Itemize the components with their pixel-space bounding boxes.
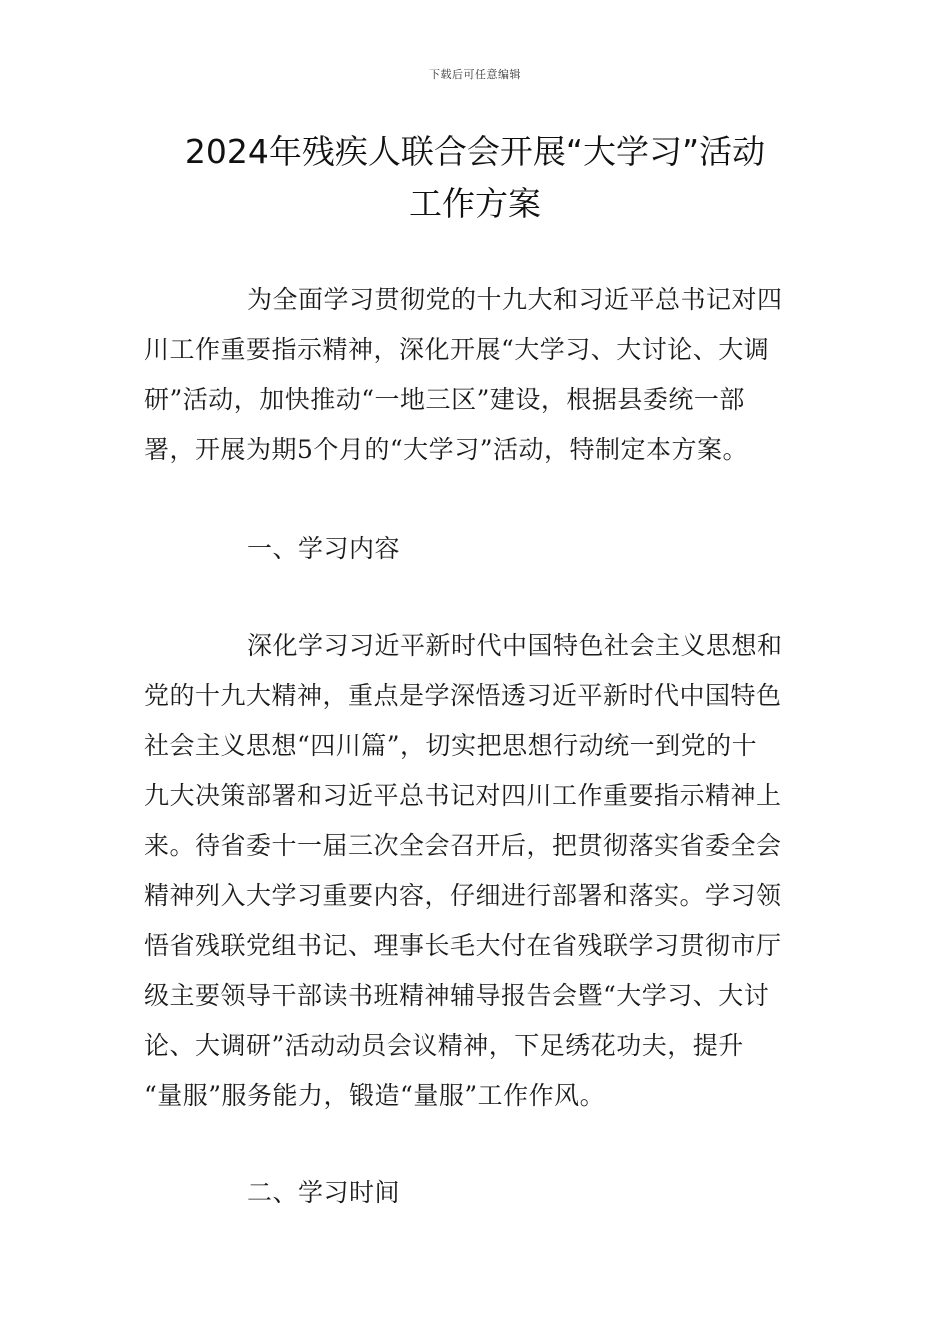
header-note: 下载后可任意编辑 bbox=[429, 68, 521, 81]
intro-paragraph bbox=[144, 275, 804, 475]
title-line-2: 工作方案 bbox=[409, 184, 541, 223]
paragraph-line: “量服”服务能力，锻造“量服”工作作风。 bbox=[144, 1081, 606, 1110]
title-line-1: 2024年残疾人联合会开展“大学习”活动 bbox=[184, 132, 766, 171]
paragraph-line: 精神列入大学习重要内容，仔细进行部署和落实。学习领 bbox=[144, 881, 782, 910]
paragraph-line: 级主要领导干部读书班精神辅导报告会暨“大学习、大讨 bbox=[144, 981, 770, 1010]
paragraph-line: 研”活动，加快推动“一地三区”建设，根据县委统一部 bbox=[144, 385, 745, 414]
document-title bbox=[120, 126, 830, 230]
paragraph-line: 九大决策部署和习近平总书记对四川工作重要指示精神上 bbox=[144, 781, 782, 810]
paragraph-line: 社会主义思想“四川篇”，切实把思想行动统一到党的十 bbox=[144, 731, 758, 760]
section-heading-text: 一、学习内容 bbox=[247, 534, 401, 563]
paragraph-line: 川工作重要指示精神，深化开展“大学习、大讨论、大调 bbox=[144, 335, 770, 364]
section-1-paragraph bbox=[144, 621, 804, 1121]
section-heading-text: 二、学习时间 bbox=[247, 1178, 401, 1207]
paragraph-line: 论、大调研”活动动员会议精神，下足绣花功夫，提升 bbox=[144, 1031, 744, 1060]
section-heading-1 bbox=[144, 524, 804, 574]
paragraph-line: 党的十九大精神，重点是学深悟透习近平新时代中国特色 bbox=[144, 681, 782, 710]
paragraph-line: 深化学习习近平新时代中国特色社会主义思想和 bbox=[247, 631, 783, 660]
paragraph-line: 署，开展为期5个月的“大学习”活动，特制定本方案。 bbox=[144, 435, 748, 464]
paragraph-line: 来。待省委十一届三次全会召开后，把贯彻落实省委全会 bbox=[144, 831, 782, 860]
paragraph-line: 为全面学习贯彻党的十九大和习近平总书记对四 bbox=[247, 285, 783, 314]
paragraph-line: 悟省残联党组书记、理事长毛大付在省残联学习贯彻市厅 bbox=[144, 931, 782, 960]
section-heading-2 bbox=[144, 1168, 804, 1218]
